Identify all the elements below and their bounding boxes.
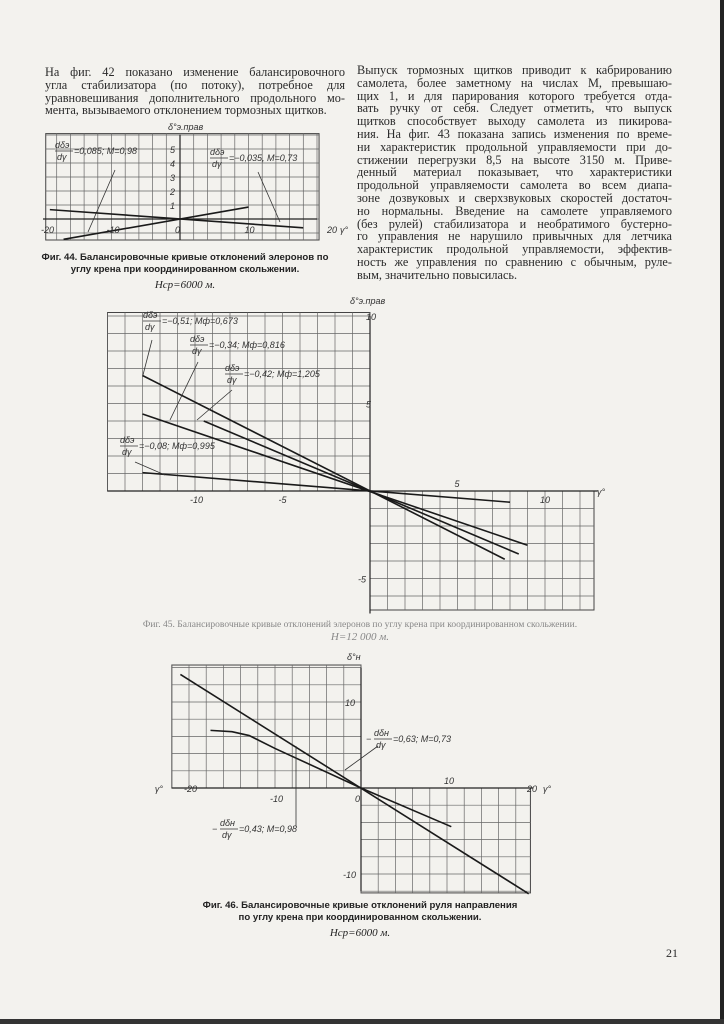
text-line: щих 1, и для парирования которого требуется отда- [357,88,672,103]
x-tick-label: -10 [106,225,120,235]
label-numerator: dδэ [190,334,205,344]
y-tick-label: 5 [366,399,372,410]
x-tick-label: 20 [327,225,338,235]
figure-46-caption [200,900,520,939]
text-line: стижении перегрузки 8,5 на высоте 3150 м. Приве- [357,152,672,167]
label-value: =−0,42; Mф=1,205 [244,369,320,379]
label-numerator: dδэ [120,435,135,445]
figure-46-title: Балансировочные кривые отклонений руля направления по углу крена при координированном скольжении. [238,900,518,923]
label-numerator: dδн [374,728,389,738]
label-denominator: dγ [145,322,155,332]
series-line [143,376,505,560]
label-numerator: dδэ [55,140,70,150]
label-denominator: dγ [122,447,132,457]
text-line: зоне дозвуковых и сверхзвуковых скоростей достаточ- [357,190,672,205]
leader-line [88,170,115,232]
label-denominator: dγ [376,740,386,750]
text-line: угла стабилизатора (по потоку), потребное для [45,77,345,92]
text-line: вым, значительно повысилась. [357,267,518,282]
leader-line [143,340,152,375]
figure-45-caption [80,619,640,643]
text-line: мента, вызываемого отклонением тормозных щитков. [45,103,327,118]
label-numerator: dδэ [143,310,158,320]
figure-44-number: Фиг. 44. [41,252,78,263]
figure-45-chart [108,313,598,614]
text-line: денный материал показывает, что характеристики [357,165,672,180]
text-line: уравновешивания дополнительного продольного мо- [45,90,345,105]
x-axis-label-left: γ° [154,784,163,794]
label-denominator: dγ [222,830,232,840]
x-tick-label: 10 [444,776,455,786]
label-denominator: dγ [212,159,222,169]
label-value: =0,63; M=0,73 [393,734,452,744]
page-number: 21 [666,946,678,960]
label-denominator: dγ [227,375,237,385]
y-tick-label: 1 [170,201,176,211]
x-tick-label: 20 [527,784,538,794]
figure-44-altitude: Hср=6000 м. [154,279,216,291]
text-line: ния. На фиг. 43 показана запись изменения по време- [357,126,672,141]
text-line: ни характеристик продольной управляемости при до- [357,139,672,154]
label-numerator: dδн [220,818,235,828]
y-tick-label: -5 [358,574,367,585]
x-tick-label: -20 [184,784,198,794]
x-tick-label: 10 [540,495,551,505]
label-denominator: dγ [57,152,67,162]
label-value: =0,085; M=0,98 [74,146,138,156]
x-tick-label: -10 [190,495,204,505]
y-axis-label: δ°н [347,652,361,662]
text-line: го управления не нарушило привычных для летчика [357,229,672,244]
y-tick-label: 5 [170,145,176,155]
y-tick-label: 10 [345,698,356,708]
x-tick-label: -10 [270,794,284,804]
scan-edge [720,0,724,1024]
x-axis-label: γ° [597,487,606,497]
label-value: =−0,51; Mф=0,673 [162,316,238,326]
x-axis-label: γ° [543,784,552,794]
y-axis-label: δ°э.прав [350,296,386,306]
text-line: ность же управления по сравнению с обычным, руле- [357,254,672,269]
x-axis-label: γ° [340,225,349,235]
text-line: самолета, более заметному на числах М, превышаю- [357,75,672,90]
x-tick-label: 0 [355,794,361,804]
scan-edge-bottom [0,1019,724,1024]
figure-46-altitude: Hср=6000 м. [329,927,391,939]
figure-45-altitude: H=12 000 м. [330,631,390,643]
label-numerator: dδэ [210,147,225,157]
y-axis-label: δ°э.прав [168,122,204,132]
text-line: но нормальны. Введение на самолете управляемого [357,203,672,218]
text-line: продольной управляемости самолета во всем диапа- [357,178,672,193]
label-value: =−0,08; Mф=0,995 [139,441,215,451]
figure-46-number: Фиг. 46. [202,900,239,911]
text-line: вать ручку от себя. Следует отметить, что выпуск [357,101,672,116]
figure-44-caption [40,252,330,291]
figure-44-title: Балансировочные кривые отклонений элеронов по углу крена при координированном скольжении. [70,252,329,275]
x-tick-label: 10 [244,225,255,235]
figure-45-number: Фиг. 45. [142,620,175,630]
x-tick-label: -5 [278,495,287,505]
text-line: (без рулей) стабилизатора и необратимого бустерно- [357,216,672,231]
label-numerator: dδэ [225,363,240,373]
label-value: =−0,035, M=0,73 [229,153,298,163]
text-line: Выпуск тормозных щитков приводит к кабрированию [357,63,672,77]
series-line [204,421,519,554]
label-denominator: dγ [192,346,202,356]
y-tick-label: -10 [343,870,357,880]
figure-45-title: Балансировочные кривые отклонений элеронов по углу крена при координированном скольжении. [177,620,578,630]
y-tick-label: 3 [170,173,176,183]
text-line: На фиг. 42 показано изменение балансировочного [45,65,345,79]
x-tick-label: 5 [454,479,460,489]
x-tick-label: -20 [41,225,55,235]
text-line: характеристик продольной управляемости, эффектив- [357,242,672,257]
text-line: щитков способствует выходу самолета из пикирова- [357,114,672,129]
label-value: =0,43; M=0,98 [239,824,298,834]
x-tick-label: 0 [175,225,181,235]
y-tick-label: 10 [366,312,377,322]
label-value: =−0,34; Mф=0,816 [209,340,285,350]
leader-line [258,172,280,222]
series-line [211,730,455,826]
label-sign: − [366,734,372,744]
y-tick-label: 4 [170,159,176,169]
label-sign: − [212,824,218,834]
y-tick-label: 2 [170,187,176,197]
